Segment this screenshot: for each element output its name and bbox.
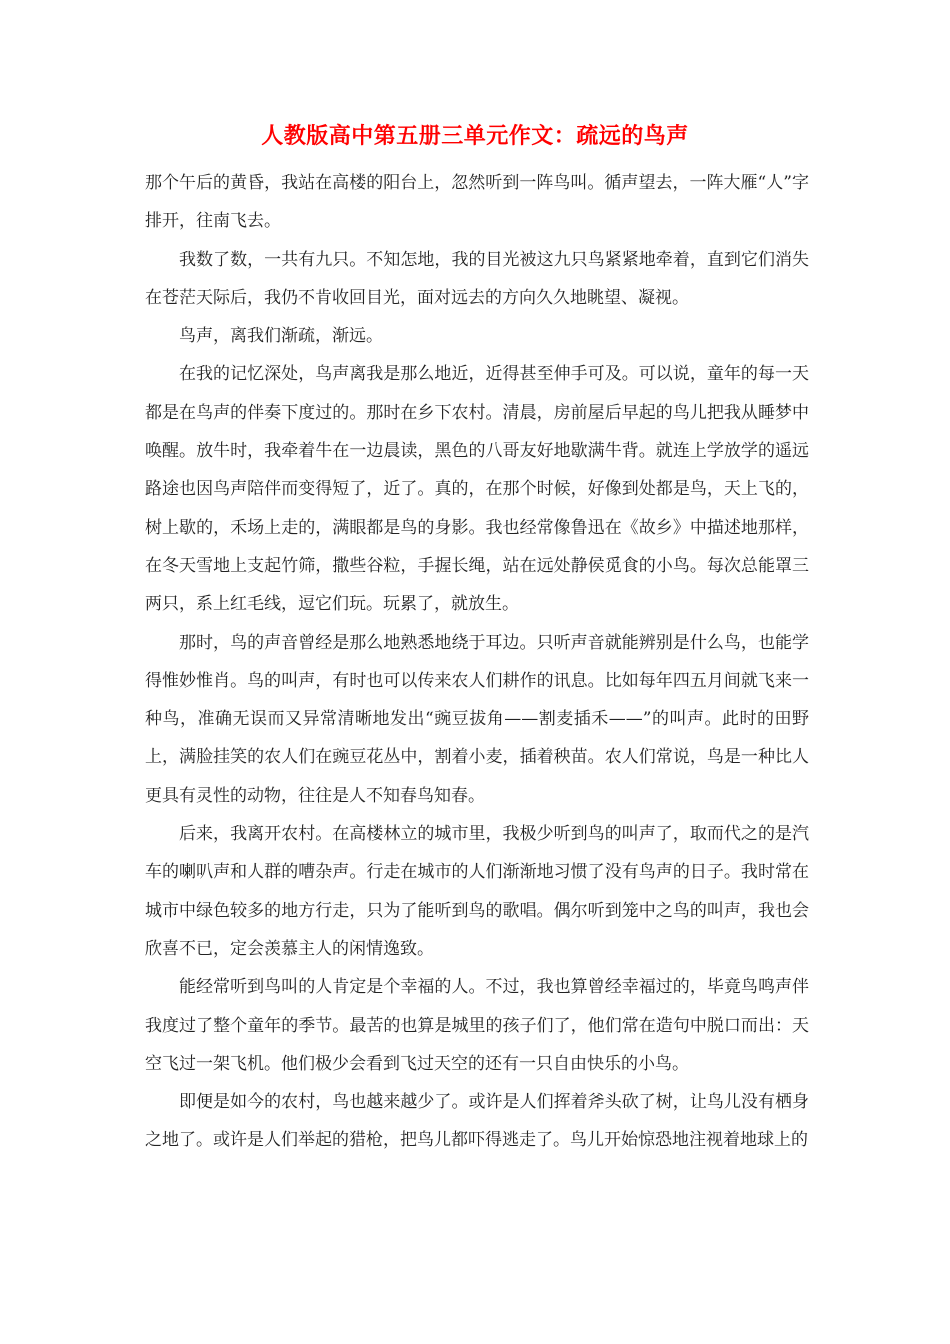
paragraph-6: 后来，我离开农村。在高楼林立的城市里，我极少听到鸟的叫声了，取而代之的是汽车的喇叭声和人群的嘈杂声。行走在城市的人们渐渐地习惯了没有鸟声的日子。我时常在城市中绿色较多的地方行走，只为了能听到鸟的歌唱。偶尔听到笼中之鸟的叫声，我也会欣喜不已，定会羡慕主人的闲情逸致。 xyxy=(145,824,809,959)
document-title: 人教版高中第五册三单元作文：疏远的鸟声 xyxy=(261,123,689,149)
document-body xyxy=(145,164,809,1160)
paragraph-8: 即便是如今的农村，鸟也越来越少了。或许是人们挥着斧头砍了树，让鸟儿没有栖身之地了。或许是人们举起的猎枪，把鸟儿都吓得逃走了。鸟儿开始惊恐地注视着地球上的 xyxy=(145,1092,809,1151)
paragraph-5: 那时，鸟的声音曾经是那么地熟悉地绕于耳边。只听声音就能辨别是什么鸟，也能学得惟妙惟肖。鸟的叫声，有时也可以传来农人们耕作的讯息。比如每年四五月间就飞来一种鸟，准确无误而又异常清晰地发出“豌豆拔角——割麦插禾——”的叫声。此时的田野上，满脸挂笑的农人们在豌豆花丛中，割着小麦，插着秧苗。农人们常说，鸟是一种比人更具有灵性的动物，往往是人不知春鸟知春。 xyxy=(145,632,809,806)
paragraph-7: 能经常听到鸟叫的人肯定是个幸福的人。不过，我也算曾经幸福过的，毕竟鸟鸣声伴我度过了整个童年的季节。最苦的也算是城里的孩子们了，他们常在造句中脱口而出：天空飞过一架飞机。他们极少会看到飞过天空的还有一只自由快乐的小鸟。 xyxy=(145,977,809,1074)
paragraph-1: 那个午后的黄昏，我站在高楼的阳台上，忽然听到一阵鸟叫。循声望去，一阵大雁“人”字排开，往南飞去。 xyxy=(145,173,809,232)
paragraph-4: 在我的记忆深处，鸟声离我是那么地近，近得甚至伸手可及。可以说，童年的每一天都是在鸟声的伴奏下度过的。那时在乡下农村。清晨，房前屋后早起的鸟儿把我从睡梦中唤醒。放牛时，我牵着牛在一边晨读，黑色的八哥友好地歇满牛背。就连上学放学的遥远路途也因鸟声陪伴而变得短了，近了。真的，在那个时候，好像到处都是鸟，天上飞的，树上歇的，禾场上走的，满眼都是鸟的身影。我也经常像鲁迅在《故乡》中描述地那样，在冬天雪地上支起竹筛，撒些谷粒，手握长绳，站在远处静侯觅食的小鸟。每次总能罩三两只，系上红毛线，逗它们玩。玩累了，就放生。 xyxy=(145,364,809,615)
paragraph-3: 鸟声，离我们渐疏，渐远。 xyxy=(179,326,383,347)
paragraph-2: 我数了数，一共有九只。不知怎地，我的目光被这九只鸟紧紧地牵着，直到它们消失在苍茫天际后，我仍不肯收回目光，面对远去的方向久久地眺望、凝视。 xyxy=(145,249,809,308)
